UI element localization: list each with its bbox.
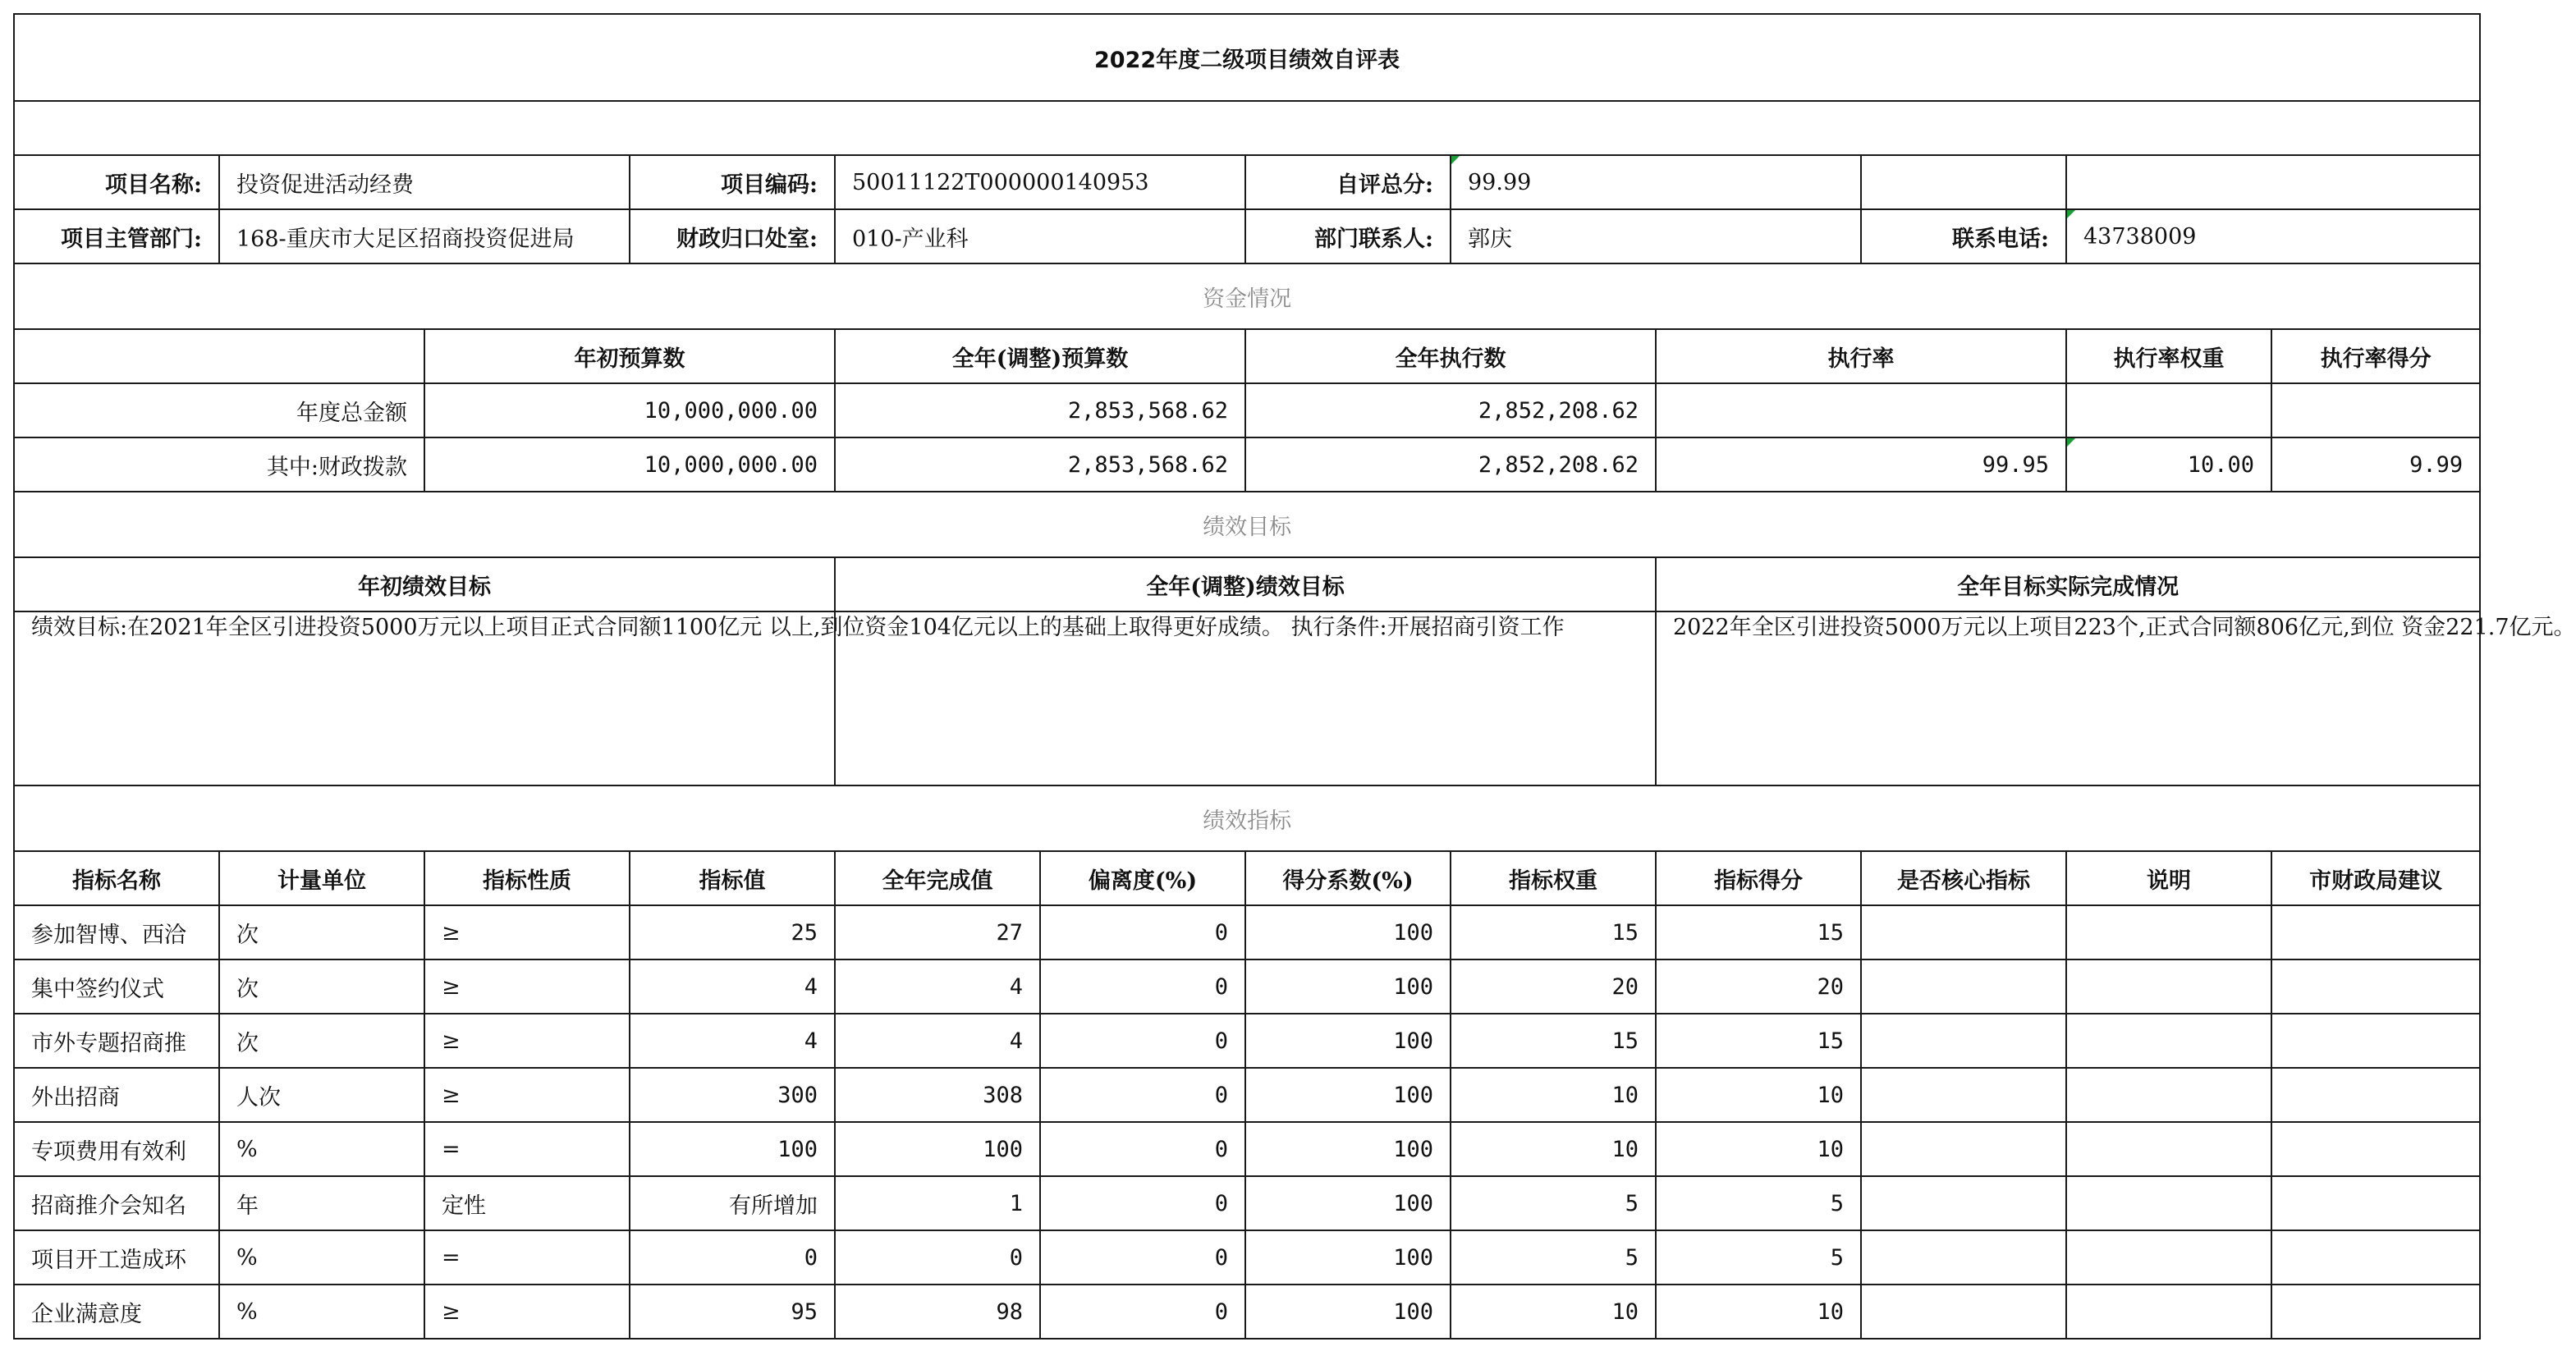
project-code-cell[interactable]: 50011122T000000140953 <box>835 155 1245 209</box>
indicator-score-cell[interactable]: 15 <box>1656 905 1861 959</box>
funds-weight-cell[interactable] <box>2066 437 2271 492</box>
funds-header: 执行率得分 <box>2271 329 2480 383</box>
comment-marker-icon <box>1451 156 1460 164</box>
indicator-advice-cell[interactable] <box>2271 1230 2480 1285</box>
indicator-advice-cell[interactable] <box>2271 905 2480 959</box>
contact-label: 部门联系人: <box>1245 209 1451 263</box>
funds-header-row <box>14 329 2480 383</box>
indicator-coefficient-cell[interactable]: 100 <box>1245 1230 1451 1285</box>
indicator-score-cell[interactable]: 10 <box>1656 1122 1861 1176</box>
indicator-score-cell[interactable]: 15 <box>1656 1014 1861 1068</box>
indicator-score-cell[interactable]: 10 <box>1656 1285 1861 1339</box>
indicator-advice-cell[interactable] <box>2271 1176 2480 1230</box>
indicator-name-cell[interactable]: 市外专题招商推 <box>14 1014 219 1068</box>
indicator-advice-cell[interactable] <box>2271 1285 2480 1339</box>
funds-header: 年初预算数 <box>424 329 835 383</box>
indicator-actual-cell[interactable]: 0 <box>835 1230 1040 1285</box>
phone-cell[interactable] <box>2066 209 2480 263</box>
indicator-advice-cell[interactable] <box>2271 1014 2480 1068</box>
indicator-score-cell[interactable]: 5 <box>1656 1230 1861 1285</box>
indicator-target-cell[interactable]: 95 <box>630 1285 835 1339</box>
indicator-header: 指标性质 <box>424 851 630 905</box>
dept-cell[interactable]: 168-重庆市大足区招商投资促进局 <box>219 209 630 263</box>
indicator-core-cell[interactable] <box>1861 1122 2066 1176</box>
blank-row <box>14 101 2480 155</box>
initial-goal-cell[interactable]: 绩效目标:在2021年全区引进投资5000万元以上项目正式合同额1100亿元 以上,到位资金104亿元以上的基础上取得更好成绩。 执行条件:开展招商引资工作 <box>14 611 835 785</box>
indicator-name-cell[interactable]: 企业满意度 <box>14 1285 219 1339</box>
table-row <box>14 1122 2480 1176</box>
indicator-header: 指标权重 <box>1451 851 1656 905</box>
info-row-1 <box>14 155 2480 209</box>
table-row <box>14 959 2480 1014</box>
indicator-target-cell[interactable]: 300 <box>630 1068 835 1122</box>
indicator-name-cell[interactable]: 参加智博、西洽 <box>14 905 219 959</box>
funds-row-label: 其中:财政拨款 <box>14 437 424 492</box>
indicator-name-cell[interactable]: 集中签约仪式 <box>14 959 219 1014</box>
indicator-note-cell[interactable] <box>2066 1068 2271 1122</box>
funds-score-cell[interactable]: 9.99 <box>2271 437 2480 492</box>
indicator-core-cell[interactable] <box>1861 1176 2066 1230</box>
funds-initial-cell[interactable]: 10,000,000.00 <box>424 437 835 492</box>
phone-value: 43738009 <box>2083 223 2197 250</box>
page-title: 2022年度二级项目绩效自评表 <box>14 14 2480 101</box>
indicator-target-cell[interactable]: 4 <box>630 959 835 1014</box>
indicator-core-cell[interactable] <box>1861 1068 2066 1122</box>
indicator-core-cell[interactable] <box>1861 1230 2066 1285</box>
finance-office-cell[interactable]: 010-产业科 <box>835 209 1245 263</box>
empty-cell[interactable] <box>1861 155 2066 209</box>
indicator-deviation-cell[interactable]: 0 <box>1040 1068 1245 1122</box>
indicator-advice-cell[interactable] <box>2271 1068 2480 1122</box>
goals-content-row <box>14 611 2480 785</box>
indicator-core-cell[interactable] <box>1861 905 2066 959</box>
indicator-note-cell[interactable] <box>2066 905 2271 959</box>
self-score-value: 99.99 <box>1468 169 1532 195</box>
funds-weight-value: 10.00 <box>2187 451 2254 478</box>
goals-header: 年初绩效目标 <box>14 557 835 611</box>
indicator-deviation-cell[interactable]: 0 <box>1040 1230 1245 1285</box>
indicator-weight-cell[interactable]: 10 <box>1451 1122 1656 1176</box>
table-row <box>14 1176 2480 1230</box>
indicator-target-cell[interactable]: 100 <box>630 1122 835 1176</box>
indicator-name-cell[interactable]: 外出招商 <box>14 1068 219 1122</box>
indicator-actual-cell[interactable]: 100 <box>835 1122 1040 1176</box>
indicator-note-cell[interactable] <box>2066 1014 2271 1068</box>
indicator-deviation-cell[interactable]: 0 <box>1040 1176 1245 1230</box>
indicator-coefficient-cell[interactable]: 100 <box>1245 905 1451 959</box>
self-score-label: 自评总分: <box>1245 155 1451 209</box>
table-row <box>14 1014 2480 1068</box>
indicator-header: 市财政局建议 <box>2271 851 2480 905</box>
indicator-weight-cell[interactable]: 5 <box>1451 1230 1656 1285</box>
indicator-nature-cell[interactable]: ≥ <box>424 1014 630 1068</box>
indicator-note-cell[interactable] <box>2066 1176 2271 1230</box>
info-row-2 <box>14 209 2480 263</box>
indicator-weight-cell[interactable]: 20 <box>1451 959 1656 1014</box>
indicator-core-cell[interactable] <box>1861 1285 2066 1339</box>
funds-executed-cell[interactable]: 2,852,208.62 <box>1245 437 1656 492</box>
funds-adjusted-cell[interactable]: 2,853,568.62 <box>835 437 1245 492</box>
indicator-header: 得分系数(%) <box>1245 851 1451 905</box>
indicator-target-cell[interactable]: 有所增加 <box>630 1176 835 1230</box>
table-row <box>14 1230 2480 1285</box>
funds-header: 全年执行数 <box>1245 329 1656 383</box>
funds-adjusted-cell[interactable]: 2,853,568.62 <box>835 383 1245 437</box>
indicator-target-cell[interactable]: 4 <box>630 1014 835 1068</box>
indicator-coefficient-cell[interactable]: 100 <box>1245 1285 1451 1339</box>
phone-label: 联系电话: <box>1861 209 2066 263</box>
indicator-note-cell[interactable] <box>2066 959 2271 1014</box>
indicator-coefficient-cell[interactable]: 100 <box>1245 1176 1451 1230</box>
indicator-core-cell[interactable] <box>1861 959 2066 1014</box>
indicator-advice-cell[interactable] <box>2271 959 2480 1014</box>
table-row <box>14 1285 2480 1339</box>
indicator-header: 指标名称 <box>14 851 219 905</box>
indicator-deviation-cell[interactable]: 0 <box>1040 1014 1245 1068</box>
indicator-nature-cell[interactable]: 定性 <box>424 1176 630 1230</box>
indicator-header: 计量单位 <box>219 851 424 905</box>
indicator-header: 指标值 <box>630 851 835 905</box>
indicator-header: 全年完成值 <box>835 851 1040 905</box>
indicator-actual-cell[interactable]: 4 <box>835 959 1040 1014</box>
comment-marker-icon <box>2067 438 2075 447</box>
indicator-header: 偏离度(%) <box>1040 851 1245 905</box>
indicator-coefficient-cell[interactable]: 100 <box>1245 959 1451 1014</box>
indicator-actual-cell[interactable]: 1 <box>835 1176 1040 1230</box>
indicator-actual-cell[interactable]: 98 <box>835 1285 1040 1339</box>
table-row <box>14 1068 2480 1122</box>
comment-marker-icon <box>2067 210 2075 218</box>
dept-label: 项目主管部门: <box>14 209 219 263</box>
funds-score-cell[interactable] <box>2271 383 2480 437</box>
funds-section-title: 资金情况 <box>14 263 2480 329</box>
indicator-coefficient-cell[interactable]: 100 <box>1245 1068 1451 1122</box>
indicator-nature-cell[interactable]: ≥ <box>424 959 630 1014</box>
indicators-section-title: 绩效指标 <box>14 785 2480 851</box>
indicator-target-cell[interactable]: 0 <box>630 1230 835 1285</box>
indicator-nature-cell[interactable]: ≥ <box>424 905 630 959</box>
empty-cell[interactable] <box>2066 155 2480 209</box>
indicator-header: 指标得分 <box>1656 851 1861 905</box>
funds-header: 执行率权重 <box>2066 329 2271 383</box>
funds-weight-cell[interactable] <box>2066 383 2271 437</box>
goals-header: 全年目标实际完成情况 <box>1656 557 2480 611</box>
indicator-unit-cell[interactable]: 次 <box>219 959 424 1014</box>
funds-initial-cell[interactable]: 10,000,000.00 <box>424 383 835 437</box>
funds-header: 全年(调整)预算数 <box>835 329 1245 383</box>
indicator-deviation-cell[interactable]: 0 <box>1040 959 1245 1014</box>
empty-cell <box>14 329 424 383</box>
funds-row-label: 年度总金额 <box>14 383 424 437</box>
indicator-deviation-cell[interactable]: 0 <box>1040 905 1245 959</box>
indicator-score-cell[interactable]: 20 <box>1656 959 1861 1014</box>
indicator-advice-cell[interactable] <box>2271 1122 2480 1176</box>
indicator-header: 说明 <box>2066 851 2271 905</box>
contact-cell[interactable]: 郭庆 <box>1451 209 1861 263</box>
goals-section-title: 绩效目标 <box>14 492 2480 557</box>
funds-row <box>14 383 2480 437</box>
indicator-score-cell[interactable]: 5 <box>1656 1176 1861 1230</box>
project-name-label: 项目名称: <box>14 155 219 209</box>
indicator-weight-cell[interactable]: 10 <box>1451 1068 1656 1122</box>
indicator-note-cell[interactable] <box>2066 1122 2271 1176</box>
indicator-note-cell[interactable] <box>2066 1285 2271 1339</box>
indicator-weight-cell[interactable]: 15 <box>1451 905 1656 959</box>
indicator-score-cell[interactable]: 10 <box>1656 1068 1861 1122</box>
indicator-weight-cell[interactable]: 10 <box>1451 1285 1656 1339</box>
funds-executed-cell[interactable]: 2,852,208.62 <box>1245 383 1656 437</box>
indicator-target-cell[interactable]: 25 <box>630 905 835 959</box>
indicator-header: 是否核心指标 <box>1861 851 2066 905</box>
indicator-name-cell[interactable]: 招商推介会知名 <box>14 1176 219 1230</box>
indicator-actual-cell[interactable]: 4 <box>835 1014 1040 1068</box>
indicator-nature-cell[interactable]: = <box>424 1122 630 1176</box>
indicator-nature-cell[interactable]: ≥ <box>424 1285 630 1339</box>
indicator-weight-cell[interactable]: 5 <box>1451 1176 1656 1230</box>
indicators-header-row <box>14 851 2480 905</box>
adjusted-goal-cell[interactable] <box>835 611 1656 785</box>
project-code-label: 项目编码: <box>630 155 835 209</box>
indicator-deviation-cell[interactable]: 0 <box>1040 1285 1245 1339</box>
goals-header-row <box>14 557 2480 611</box>
indicator-rows <box>14 905 2480 1339</box>
indicator-note-cell[interactable] <box>2066 1230 2271 1285</box>
indicator-actual-cell[interactable]: 308 <box>835 1068 1040 1122</box>
funds-row <box>14 437 2480 492</box>
finance-office-label: 财政归口处室: <box>630 209 835 263</box>
indicator-name-cell[interactable]: 项目开工造成环 <box>14 1230 219 1285</box>
goals-header: 全年(调整)绩效目标 <box>835 557 1656 611</box>
indicator-unit-cell[interactable]: 年 <box>219 1176 424 1230</box>
indicator-unit-cell[interactable]: % <box>219 1122 424 1176</box>
indicator-unit-cell[interactable]: % <box>219 1230 424 1285</box>
indicator-unit-cell[interactable]: 人次 <box>219 1068 424 1122</box>
indicator-name-cell[interactable]: 专项费用有效利 <box>14 1122 219 1176</box>
funds-header: 执行率 <box>1656 329 2066 383</box>
indicator-coefficient-cell[interactable]: 100 <box>1245 1014 1451 1068</box>
self-score-cell[interactable] <box>1451 155 1861 209</box>
funds-rate-cell[interactable] <box>1656 383 2066 437</box>
indicator-actual-cell[interactable]: 27 <box>835 905 1040 959</box>
indicator-unit-cell[interactable]: % <box>219 1285 424 1339</box>
table-row <box>14 905 2480 959</box>
indicator-nature-cell[interactable]: ≥ <box>424 1068 630 1122</box>
project-name-cell[interactable]: 投资促进活动经费 <box>219 155 630 209</box>
indicator-weight-cell[interactable]: 15 <box>1451 1014 1656 1068</box>
indicator-coefficient-cell[interactable]: 100 <box>1245 1122 1451 1176</box>
indicator-core-cell[interactable] <box>1861 1014 2066 1068</box>
self-evaluation-sheet <box>13 13 2576 1340</box>
funds-rate-cell[interactable]: 99.95 <box>1656 437 2066 492</box>
indicator-deviation-cell[interactable]: 0 <box>1040 1122 1245 1176</box>
indicator-unit-cell[interactable]: 次 <box>219 1014 424 1068</box>
indicator-nature-cell[interactable]: = <box>424 1230 630 1285</box>
indicator-unit-cell[interactable]: 次 <box>219 905 424 959</box>
actual-completion-cell[interactable]: 2022年全区引进投资5000万元以上项目223个,正式合同额806亿元,到位 资金221.7亿元。 <box>1656 611 2480 785</box>
